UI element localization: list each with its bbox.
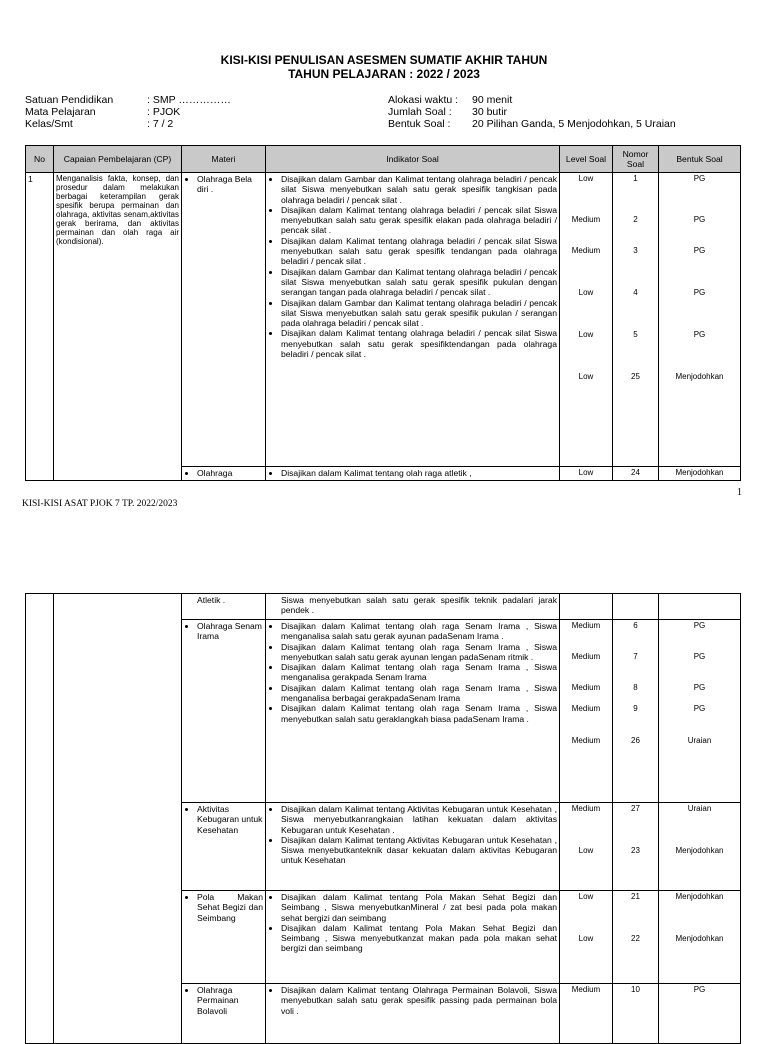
indicator-item: • Disajikan dalam Kalimat tentang olahraga beladiri / pencak silat Siswa menyebutkan salah satu gerak spesifik elakan pada olahraga beladiri / pencak silat . [281, 205, 557, 236]
bentuk-value: PG [693, 215, 706, 224]
meta-label: Bentuk Soal : [388, 118, 451, 130]
indicator-item: • Disajikan dalam Gambar dan Kalimat tentang olahraga beladiri / pencak silat Siswa menyebutkan salah satu gerak spesifik pukulan / serangan pada olahraga beladiri / pencak silat . [281, 298, 557, 329]
meta-value: : PJOK [147, 106, 181, 118]
meta-label: Alokasi waktu : [388, 94, 459, 106]
document-title: KISI-KISI PENULISAN ASESMEN SUMATIF AKHIR TAHUN [220, 53, 548, 67]
materi-cell [182, 173, 266, 467]
level-value: Medium [560, 984, 613, 1044]
level-value: Medium [571, 246, 601, 255]
level-empty [560, 594, 613, 620]
nomor-cell [613, 803, 659, 891]
level-value: Medium [571, 736, 601, 745]
nomor-value: 4 [633, 288, 638, 297]
page-gap [0, 520, 768, 588]
bentuk-value: PG [693, 174, 706, 183]
materi-cell [182, 803, 266, 891]
level-value: Low [578, 330, 594, 339]
nomor-value: 3 [633, 246, 638, 255]
bentuk-value: Menjodohkan [675, 372, 724, 381]
nomor-cell [613, 620, 659, 803]
level-value: Medium [571, 621, 601, 630]
page-footer: KISI-KISI ASAT PJOK 7 TP. 2022/2023 [22, 499, 178, 509]
level-value: Low [578, 288, 594, 297]
materi-item: • Pola Makan Sehat Begizi dan Seimbang [197, 892, 263, 923]
meta-right [388, 94, 676, 130]
indicator-item: • Disajikan dalam Kalimat tentang olah raga Senam Irama , Siswa menganalisa salah satu gerak ayunan padaSenam Irama . [281, 621, 557, 642]
nomor-value: 21 [631, 892, 640, 901]
nomor-cell [613, 173, 659, 467]
row-number: 1 [26, 173, 54, 481]
indicator-item: • Disajikan dalam Kalimat tentang olahraga beladiri / pencak silat Siswa menyebutkan salah satu gerak spesifiktendangan pada olahraga beladiri / pencak silat . [281, 328, 557, 359]
bentuk-value: Menjodohkan [675, 934, 724, 943]
materi-item: • Olahraga Senam Irama [197, 621, 263, 642]
nomor-empty [613, 594, 659, 620]
materi-cell [182, 620, 266, 803]
materi-continued: Atletik . [182, 594, 266, 620]
indicator-item: • Disajikan dalam Kalimat tentang Pola Makan Sehat Begizi dan Seimbang , Siswa menyebutkanzat makan pada pola makan sehat bergizi dan seimbang [281, 923, 557, 954]
bentuk-value: Uraian [687, 736, 712, 745]
row-number-empty [26, 594, 54, 1044]
meta-value: : 7 / 2 [147, 118, 174, 130]
bentuk-value: Uraian [687, 804, 712, 813]
indikator-cell [266, 803, 560, 891]
indicator-continued: Siswa menyebutkan salah satu gerak spesifik teknik padalari jarak pendek . [266, 594, 560, 620]
level-value: Medium [571, 215, 601, 224]
level-cell [560, 620, 613, 803]
page-2 [0, 588, 768, 1024]
bentuk-empty [659, 594, 741, 620]
cp-text: Menganalisis fakta, konsep, dan prosedur dalam melakukan berbagai keterampilan gerak spesifik berupa permainan dan olahraga, aktivitas senam,aktivitas gerak berirama, dan aktivitas permainan dan olah raga air (kondisional). [54, 173, 182, 481]
level-value: Low [578, 372, 594, 381]
nomor-value: 6 [633, 621, 638, 630]
materi-item: • Olahraga Permainan Bolavoli [197, 985, 263, 1016]
document-subtitle: TAHUN PELAJARAN : 2022 / 2023 [288, 67, 480, 81]
bentuk-cell [659, 891, 741, 984]
header-materi: Materi [182, 146, 266, 173]
kisi-kisi-table-continued [25, 593, 741, 1044]
table-row [26, 594, 741, 620]
indikator-cell [266, 620, 560, 803]
nomor-value: 10 [613, 984, 659, 1044]
nomor-value: 2 [633, 215, 638, 224]
materi-item: • Olahraga [197, 468, 263, 478]
level-value: Low [578, 892, 594, 901]
bentuk-value: PG [693, 246, 706, 255]
bentuk-value: Menjodohkan [675, 846, 724, 855]
meta-label: Kelas/Smt [25, 118, 73, 130]
meta-label: Satuan Pendidikan [25, 94, 114, 106]
header-level: Level Soal [560, 146, 613, 173]
header-nomor: Nomor Soal [613, 146, 659, 173]
meta-label: Mata Pelajaran [25, 106, 96, 118]
indicator-item: • Disajikan dalam Kalimat tentang olah raga Senam Irama , Siswa menganalisa gerakpada Senam Irama [281, 662, 557, 683]
indicator-item: • Disajikan dalam Kalimat tentang Olahraga Permainan Bolavoli, Siswa menyebutkan salah satu gerak spesifik passing pada permainan bola voli . [281, 985, 557, 1016]
indicator-item: • Disajikan dalam Kalimat tentang olah raga atletik , [281, 468, 557, 478]
level-value: Medium [571, 804, 601, 813]
materi-item: • Olahraga Bela diri . [197, 174, 263, 195]
meta-value: : SMP …………… [147, 94, 231, 106]
materi-cell [182, 467, 266, 481]
bentuk-value: PG [693, 621, 706, 630]
bentuk-value: PG [693, 330, 706, 339]
indicator-item: • Disajikan dalam Kalimat tentang olah raga Senam Irama , Siswa menganalisa berbagai gerakpadaSenam Irama [281, 683, 557, 704]
nomor-value: 23 [631, 846, 640, 855]
bentuk-cell [659, 173, 741, 467]
meta-label: Jumlah Soal : [388, 106, 452, 118]
indicator-item: • Disajikan dalam Kalimat tentang Pola Makan Sehat Begizi dan Seimbang , Siswa menyebutkanMineral / zat besi pada pola makan sehat bergizi dan seimbang [281, 892, 557, 923]
indicator-item: • Disajikan dalam Kalimat tentang olahraga beladiri / pencak silat Siswa menyebutkan salah satu gerak spesifik tendangan pada olahraga beladiri / pencak silat . [281, 236, 557, 267]
bentuk-cell [659, 803, 741, 891]
nomor-value: 26 [631, 736, 640, 745]
bentuk-value: PG [693, 652, 706, 661]
bentuk-value: PG [693, 288, 706, 297]
indikator-cell [266, 891, 560, 984]
indikator-cell [266, 173, 560, 467]
indikator-cell [266, 984, 560, 1044]
bentuk-value: PG [693, 683, 706, 692]
indicator-item: • Disajikan dalam Kalimat tentang Aktivitas Kebugaran untuk Kesehatan , Siswa menyebutkanrangkaian latihan kekuatan dalam aktivitas Kebugaran untuk Kesehatan . [281, 804, 557, 835]
indicator-item: • Disajikan dalam Gambar dan Kalimat tentang olahraga beladiri / pencak silat Siswa menyebutkan salah satu gerak spesifik tangkisan pada olahraga beladiri / pencak silat . [281, 174, 557, 205]
kisi-kisi-table [25, 145, 741, 481]
bentuk-value: Menjodohkan [659, 467, 741, 481]
nomor-value: 5 [633, 330, 638, 339]
nomor-value: 22 [631, 934, 640, 943]
header-cp: Capaian Pembelajaran (CP) [54, 146, 182, 173]
nomor-value: 27 [631, 804, 640, 813]
level-value: Medium [571, 704, 601, 713]
bentuk-cell [659, 620, 741, 803]
level-value: Medium [571, 652, 601, 661]
level-cell [560, 803, 613, 891]
materi-item: • Aktivitas Kebugaran untuk Kesehatan [197, 804, 263, 835]
indicator-item: • Disajikan dalam Gambar dan Kalimat tentang olahraga beladiri / pencak silat Siswa menyebutkan salah satu gerak spesifik pukulan dengan serangan tangan pada olahraga beladiri / pencak silat . [281, 267, 557, 298]
level-value: Low [560, 467, 613, 481]
materi-cell [182, 891, 266, 984]
nomor-value: 8 [633, 683, 638, 692]
nomor-value: 24 [613, 467, 659, 481]
header-no: No [26, 146, 54, 173]
header-bentuk: Bentuk Soal [659, 146, 741, 173]
level-value: Low [578, 934, 594, 943]
meta-value: 20 Pilihan Ganda, 5 Menjodohkan, 5 Uraian [472, 118, 676, 130]
meta-value: 90 menit [472, 94, 513, 106]
level-cell [560, 173, 613, 467]
meta-left [25, 94, 231, 130]
level-value: Low [578, 846, 594, 855]
nomor-value: 7 [633, 652, 638, 661]
cp-empty [54, 594, 182, 1044]
level-cell [560, 891, 613, 984]
meta-value: 30 butir [472, 106, 508, 118]
bentuk-value: Menjodohkan [675, 892, 724, 901]
nomor-value: 9 [633, 704, 638, 713]
materi-cell [182, 984, 266, 1044]
indicator-item: • Disajikan dalam Kalimat tentang Aktivitas Kebugaran untuk Kesehatan , Siswa menyebutkanteknik dasar kekuatan dalam aktivitas Kebugaran untuk Kesehatan [281, 835, 557, 866]
indicator-item: • Disajikan dalam Kalimat tentang olah raga Senam Irama , Siswa menyebutkan salah satu geraklangkah biasa padaSenam Irama . [281, 703, 557, 724]
header-indikator: Indikator Soal [266, 146, 560, 173]
nomor-cell [613, 891, 659, 984]
level-value: Medium [571, 683, 601, 692]
page-number: 1 [737, 487, 742, 498]
nomor-value: 1 [633, 174, 638, 183]
indicator-item: • Disajikan dalam Kalimat tentang olah raga Senam Irama , Siswa menyebutkan salah satu gerak ayunan lengan padaSenam ritmik . [281, 642, 557, 663]
table-row [26, 173, 741, 467]
level-value: Low [578, 174, 594, 183]
nomor-value: 25 [631, 372, 640, 381]
table-header-row [26, 146, 741, 173]
page-1 [0, 0, 768, 520]
bentuk-value: PG [659, 984, 741, 1044]
bentuk-value: PG [693, 704, 706, 713]
indikator-cell [266, 467, 560, 481]
